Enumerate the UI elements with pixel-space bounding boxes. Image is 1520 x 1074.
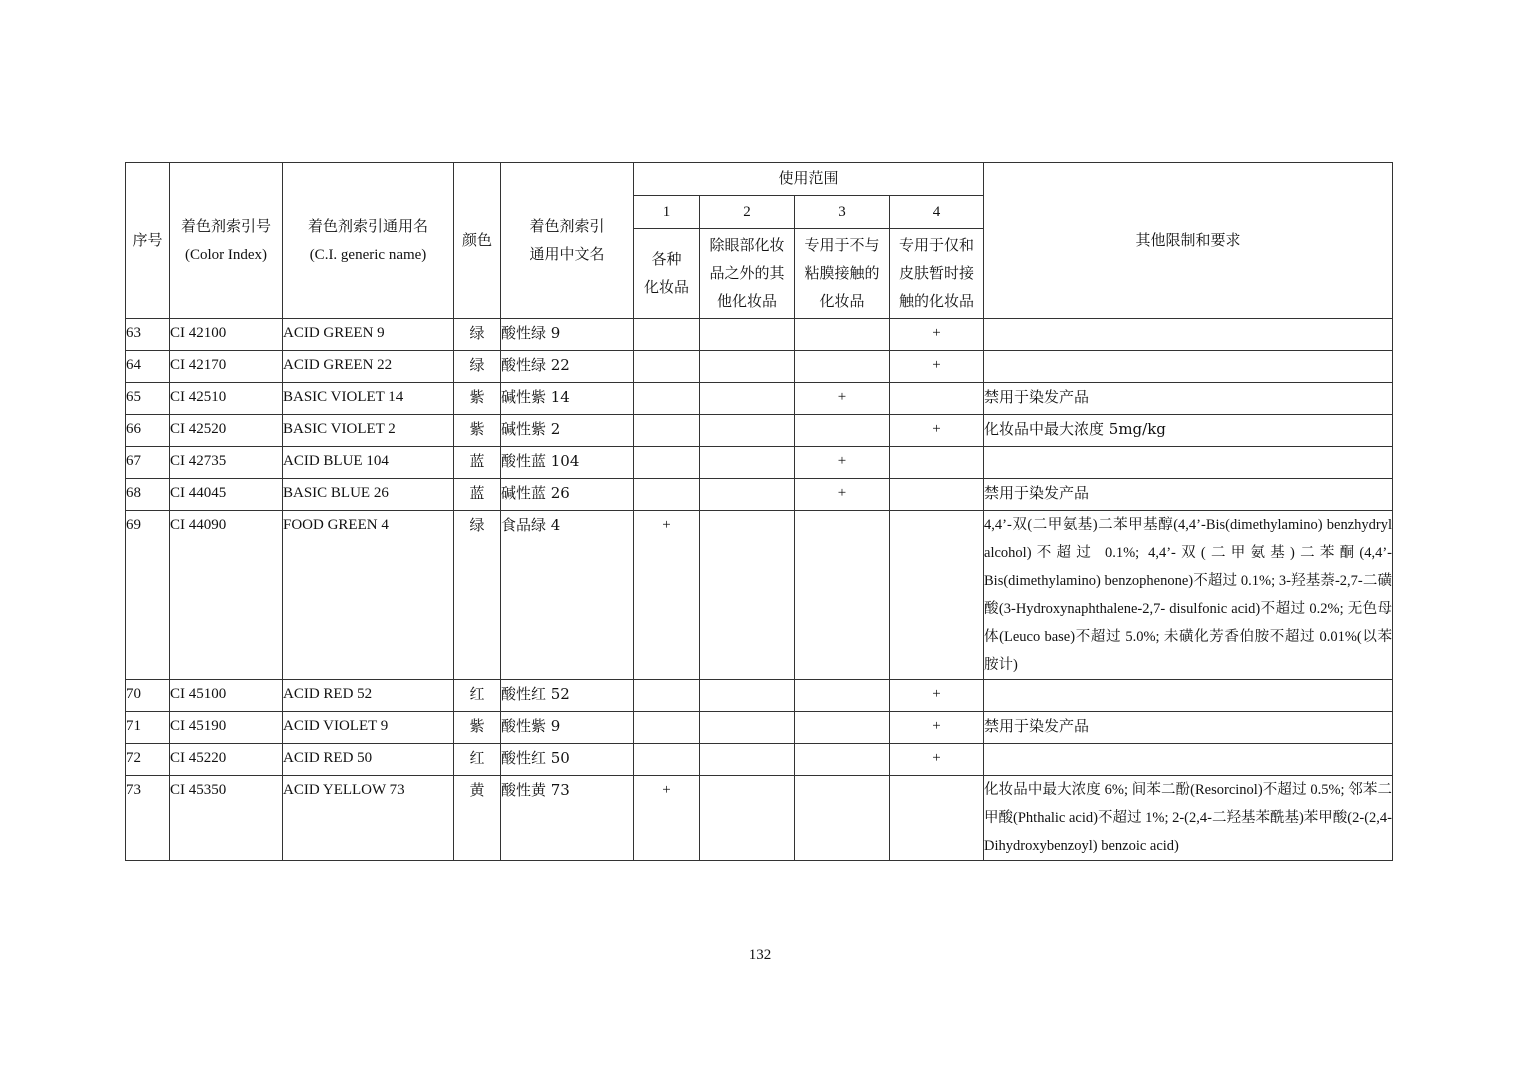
header-other-requirements: 其他限制和要求 bbox=[984, 163, 1393, 319]
header-scope-1: 1 bbox=[634, 196, 700, 229]
header-color-index-sub: (Color Index) bbox=[184, 246, 268, 263]
cell-scope-3 bbox=[795, 319, 890, 351]
cell-other-requirements bbox=[984, 447, 1393, 479]
cell-scope-1 bbox=[634, 447, 700, 479]
cell-color-index: CI 42520 bbox=[170, 415, 283, 447]
header-seq: 序号 bbox=[126, 163, 170, 319]
cell-scope-2 bbox=[700, 680, 795, 712]
header-generic-name-label: 着色剂索引通用名 bbox=[307, 218, 428, 235]
cell-generic-name: ACID GREEN 22 bbox=[283, 351, 454, 383]
cell-chinese-name: 碱性紫 2 bbox=[501, 415, 634, 447]
cell-chinese-name: 酸性黄 73 bbox=[501, 776, 634, 861]
cell-scope-4: + bbox=[890, 712, 984, 744]
cell-color-index: CI 42510 bbox=[170, 383, 283, 415]
cell-generic-name: ACID YELLOW 73 bbox=[283, 776, 454, 861]
cell-color: 红 bbox=[454, 744, 501, 776]
header-generic-name-sub: (C.I. generic name) bbox=[309, 246, 427, 263]
cell-color: 绿 bbox=[454, 351, 501, 383]
header-color-index bbox=[170, 163, 283, 319]
scope-desc-line: 皮肤暂时接 bbox=[899, 265, 975, 282]
cell-scope-4: + bbox=[890, 351, 984, 383]
cell-scope-2 bbox=[700, 744, 795, 776]
cell-scope-1 bbox=[634, 479, 700, 511]
cell-seq: 64 bbox=[126, 351, 170, 383]
cell-seq: 72 bbox=[126, 744, 170, 776]
cell-chinese-name: 酸性紫 9 bbox=[501, 712, 634, 744]
cell-scope-4 bbox=[890, 479, 984, 511]
cell-other-requirements bbox=[984, 680, 1393, 712]
cell-seq: 66 bbox=[126, 415, 170, 447]
table-row bbox=[126, 447, 1393, 479]
cell-scope-2 bbox=[700, 415, 795, 447]
cell-chinese-name: 酸性蓝 104 bbox=[501, 447, 634, 479]
cell-seq: 63 bbox=[126, 319, 170, 351]
table-row bbox=[126, 744, 1393, 776]
cell-color: 蓝 bbox=[454, 479, 501, 511]
scope-desc-line: 除眼部化妆 bbox=[709, 237, 785, 254]
cell-scope-2 bbox=[700, 447, 795, 479]
cell-scope-1 bbox=[634, 744, 700, 776]
cell-color-index: CI 44090 bbox=[170, 511, 283, 680]
cell-chinese-name: 酸性绿 22 bbox=[501, 351, 634, 383]
table-row bbox=[126, 319, 1393, 351]
cell-scope-3 bbox=[795, 744, 890, 776]
cell-seq: 73 bbox=[126, 776, 170, 861]
scope-desc-line: 各种 bbox=[651, 251, 682, 268]
cell-scope-2 bbox=[700, 319, 795, 351]
cell-scope-4 bbox=[890, 447, 984, 479]
scope-desc-line: 粘膜接触的 bbox=[804, 265, 880, 282]
cell-generic-name: ACID GREEN 9 bbox=[283, 319, 454, 351]
cell-generic-name: BASIC VIOLET 2 bbox=[283, 415, 454, 447]
header-color: 颜色 bbox=[454, 163, 501, 319]
scope-desc-line: 化妆品 bbox=[819, 293, 865, 310]
cell-scope-3 bbox=[795, 511, 890, 680]
cell-seq: 68 bbox=[126, 479, 170, 511]
cell-generic-name: ACID BLUE 104 bbox=[283, 447, 454, 479]
cell-scope-3 bbox=[795, 712, 890, 744]
cell-scope-3 bbox=[795, 415, 890, 447]
cell-scope-4: + bbox=[890, 415, 984, 447]
cell-scope-3 bbox=[795, 680, 890, 712]
cell-scope-1 bbox=[634, 351, 700, 383]
cell-color: 蓝 bbox=[454, 447, 501, 479]
cell-seq: 69 bbox=[126, 511, 170, 680]
cell-generic-name: FOOD GREEN 4 bbox=[283, 511, 454, 680]
cell-scope-1: + bbox=[634, 511, 700, 680]
table-row bbox=[126, 351, 1393, 383]
cell-scope-2 bbox=[700, 776, 795, 861]
cell-color: 紫 bbox=[454, 383, 501, 415]
cell-color: 黄 bbox=[454, 776, 501, 861]
cell-color-index: CI 45220 bbox=[170, 744, 283, 776]
header-scope-2: 2 bbox=[700, 196, 795, 229]
cell-scope-1 bbox=[634, 680, 700, 712]
cell-color: 绿 bbox=[454, 319, 501, 351]
cell-other-requirements bbox=[984, 351, 1393, 383]
cell-scope-1 bbox=[634, 712, 700, 744]
table-row bbox=[126, 680, 1393, 712]
header-scope-3: 3 bbox=[795, 196, 890, 229]
cell-scope-3: + bbox=[795, 447, 890, 479]
cell-other-requirements: 化妆品中最大浓度 5mg/kg bbox=[984, 415, 1393, 447]
cell-color: 红 bbox=[454, 680, 501, 712]
cell-scope-3: + bbox=[795, 479, 890, 511]
cell-chinese-name: 食品绿 4 bbox=[501, 511, 634, 680]
colorant-table bbox=[125, 162, 1393, 861]
scope-desc-line: 专用于仅和 bbox=[899, 237, 975, 254]
cell-scope-3 bbox=[795, 776, 890, 861]
header-scope-desc-2 bbox=[700, 229, 795, 319]
table-header bbox=[126, 163, 1393, 319]
header-color-index-label: 着色剂索引号 bbox=[180, 218, 271, 235]
cell-color-index: CI 42170 bbox=[170, 351, 283, 383]
cell-scope-4: + bbox=[890, 744, 984, 776]
cell-scope-2 bbox=[700, 511, 795, 680]
scope-desc-line: 他化妆品 bbox=[716, 293, 777, 310]
cell-scope-2 bbox=[700, 351, 795, 383]
cell-scope-4 bbox=[890, 776, 984, 861]
cell-color: 紫 bbox=[454, 415, 501, 447]
cell-chinese-name: 酸性绿 9 bbox=[501, 319, 634, 351]
cell-chinese-name: 酸性红 50 bbox=[501, 744, 634, 776]
table-row bbox=[126, 383, 1393, 415]
cell-scope-1 bbox=[634, 383, 700, 415]
scope-desc-line: 品之外的其 bbox=[709, 265, 785, 282]
page-number: 132 bbox=[748, 947, 772, 963]
cell-generic-name: ACID RED 52 bbox=[283, 680, 454, 712]
scope-desc-line: 触的化妆品 bbox=[899, 293, 975, 310]
cell-scope-4: + bbox=[890, 680, 984, 712]
cell-scope-4: + bbox=[890, 319, 984, 351]
cell-generic-name: BASIC VIOLET 14 bbox=[283, 383, 454, 415]
cell-scope-1: + bbox=[634, 776, 700, 861]
cell-scope-3: + bbox=[795, 383, 890, 415]
cell-other-requirements: 禁用于染发产品 bbox=[984, 712, 1393, 744]
cell-color: 紫 bbox=[454, 712, 501, 744]
header-scope-desc-1 bbox=[634, 229, 700, 319]
cell-color-index: CI 45350 bbox=[170, 776, 283, 861]
cell-scope-2 bbox=[700, 479, 795, 511]
cell-other-requirements bbox=[984, 744, 1393, 776]
cell-generic-name: BASIC BLUE 26 bbox=[283, 479, 454, 511]
cell-scope-1 bbox=[634, 415, 700, 447]
cell-generic-name: ACID VIOLET 9 bbox=[283, 712, 454, 744]
table-row bbox=[126, 415, 1393, 447]
cell-color-index: CI 45190 bbox=[170, 712, 283, 744]
cell-other-requirements: 化妆品中最大浓度 6%; 间苯二酚(Resorcinol)不超过 0.5%; 邻苯二甲酸(Phthalic acid)不超过 1%; 2-(2,4-二羟基苯酰基)苯甲酸(2-(2,4-Dihydroxybenzoyl) benzoic acid) bbox=[984, 776, 1393, 861]
cell-seq: 71 bbox=[126, 712, 170, 744]
table-row bbox=[126, 479, 1393, 511]
cell-other-requirements: 4,4’-双(二甲氨基)二苯甲基醇(4,4’-Bis(dimethylamino) benzhydryl alcohol)不超过 0.1%; 4,4’-双(二甲氨基)二苯酮(4,4’-Bis(dimethylamino) benzophenone)不超过 0.1%; 3-羟基萘-2,7-二磺酸(3-Hydroxynaphthalene-2,7- disulfonic acid)不超过 0.2%; 无色母体(Leuco base)不超过 5.0%; 未磺化芳香伯胺不超过 0.01%(以苯胺计) bbox=[984, 511, 1393, 680]
cell-scope-4 bbox=[890, 383, 984, 415]
cell-color-index: CI 44045 bbox=[170, 479, 283, 511]
cell-seq: 67 bbox=[126, 447, 170, 479]
header-scope: 使用范围 bbox=[634, 163, 984, 196]
table-row bbox=[126, 776, 1393, 861]
header-chinese-name-line2: 通用中文名 bbox=[529, 246, 605, 263]
cell-other-requirements: 禁用于染发产品 bbox=[984, 383, 1393, 415]
cell-chinese-name: 碱性蓝 26 bbox=[501, 479, 634, 511]
scope-desc-line: 化妆品 bbox=[643, 279, 689, 296]
cell-other-requirements: 禁用于染发产品 bbox=[984, 479, 1393, 511]
cell-scope-4 bbox=[890, 511, 984, 680]
cell-chinese-name: 酸性红 52 bbox=[501, 680, 634, 712]
cell-color-index: CI 42735 bbox=[170, 447, 283, 479]
cell-color: 绿 bbox=[454, 511, 501, 680]
cell-color-index: CI 42100 bbox=[170, 319, 283, 351]
cell-other-requirements bbox=[984, 319, 1393, 351]
table-row bbox=[126, 511, 1393, 680]
header-scope-desc-3 bbox=[795, 229, 890, 319]
header-scope-desc-4 bbox=[890, 229, 984, 319]
header-chinese-name bbox=[501, 163, 634, 319]
cell-scope-2 bbox=[700, 712, 795, 744]
table-row bbox=[126, 712, 1393, 744]
cell-seq: 70 bbox=[126, 680, 170, 712]
cell-color-index: CI 45100 bbox=[170, 680, 283, 712]
table-body bbox=[126, 319, 1393, 861]
scope-desc-line: 专用于不与 bbox=[804, 237, 880, 254]
cell-seq: 65 bbox=[126, 383, 170, 415]
cell-scope-2 bbox=[700, 383, 795, 415]
cell-scope-1 bbox=[634, 319, 700, 351]
cell-scope-3 bbox=[795, 351, 890, 383]
cell-generic-name: ACID RED 50 bbox=[283, 744, 454, 776]
header-generic-name bbox=[283, 163, 454, 319]
header-scope-4: 4 bbox=[890, 196, 984, 229]
cell-chinese-name: 碱性紫 14 bbox=[501, 383, 634, 415]
header-chinese-name-line1: 着色剂索引 bbox=[529, 218, 605, 235]
